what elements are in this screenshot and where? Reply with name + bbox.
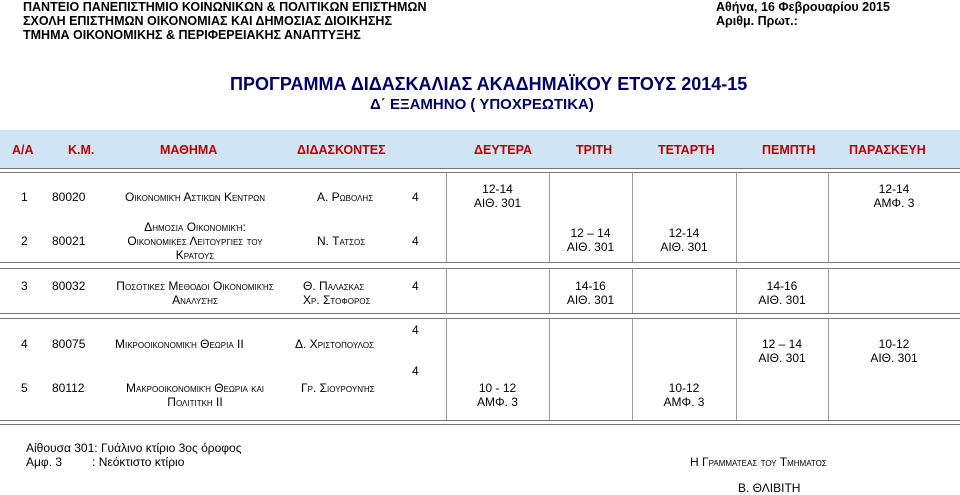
row2-course: Δημοσια Οικονομική: Οικονομικες Λειτουργιες του Κρατους bbox=[127, 220, 263, 262]
col-divider bbox=[446, 268, 447, 313]
row5-teacher: Γρ. Σιουρουνής bbox=[301, 381, 375, 395]
document-date: Αθήνα, 16 Φεβρουαρίου 2015 bbox=[716, 0, 890, 14]
row5-course: Μακροοικονομική Θεωρια και Πολιτιτκη ΙΙ bbox=[125, 381, 265, 409]
col-km: Κ.Μ. bbox=[68, 143, 95, 157]
row-divider bbox=[0, 268, 960, 269]
row1-monday-room: ΑΙΘ. 301 bbox=[473, 196, 522, 210]
row1-teacher: Α. Ρωβολης bbox=[317, 190, 374, 204]
row2-wednesday-room: ΑΙΘ. 301 bbox=[660, 240, 708, 254]
row4-km: 80075 bbox=[52, 337, 86, 351]
row1-ects: 4 bbox=[412, 190, 419, 204]
row2-tuesday-room: ΑΙΘ. 301 bbox=[566, 240, 615, 254]
signature-name: Β. ΘΛΙΒΙΤΗ bbox=[738, 481, 801, 495]
col-divider bbox=[549, 318, 550, 420]
col-tuesday: ΤΡΙΤΗ bbox=[576, 143, 613, 157]
row1-friday-time: 12-14 bbox=[878, 182, 910, 196]
row-divider bbox=[0, 262, 960, 263]
row2-km: 80021 bbox=[52, 234, 86, 248]
row1-course: Οικονομική Αστικών Κεντρων bbox=[124, 190, 266, 204]
col-divider bbox=[736, 318, 737, 420]
row-divider bbox=[0, 424, 960, 425]
row4-thursday-time: 12 – 14 bbox=[761, 337, 803, 351]
department-name: ΤΜΗΜΑ ΟΙΚΟΝΟΜΙΚΗΣ & ΠΕΡΙΦΕΡΕΙΑΚΗΣ ΑΝΑΠΤΥΞΗΣ bbox=[23, 28, 361, 42]
col-course: ΜΑΘΗΜΑ bbox=[160, 143, 218, 157]
row2-tuesday-time: 12 – 14 bbox=[570, 226, 611, 240]
program-title: ΠΡΟΓΡΑΜΜΑ ΔΙΔΑΣΚΑΛΙΑΣ ΑΚΑΔΗΜΑΪΚΟΥ ΕΤΟΥΣ 2014-15 bbox=[230, 74, 748, 94]
row-divider bbox=[0, 168, 960, 169]
protocol-number: Αριθμ. Πρωτ.: bbox=[716, 14, 798, 28]
row2-teacher: Ν. Τατσος bbox=[317, 234, 366, 248]
row1-monday-time: 12-14 bbox=[482, 182, 513, 196]
col-divider bbox=[828, 268, 829, 313]
row3-teacher-2: Χρ. Στοφορος bbox=[303, 293, 371, 307]
row5-monday-room: ΑΜΦ. 3 bbox=[477, 395, 518, 409]
room-note: Αίθουσα 301: Γυάλινο κτίριο 3ος όροφος bbox=[26, 441, 242, 455]
row1-friday-room: ΑΜΦ. 3 bbox=[873, 196, 915, 210]
row-divider bbox=[0, 172, 960, 173]
semester-title: Δ΄ ΕΞΑΜΗΝΟ ( ΥΠΟΧΡΕΩΤΙΚΑ) bbox=[370, 96, 594, 113]
row3-aa: 3 bbox=[21, 279, 28, 293]
col-aa: Α/Α bbox=[12, 143, 34, 157]
row5-ects: 4 bbox=[412, 364, 419, 378]
row3-ects: 4 bbox=[412, 279, 419, 293]
row3-tuesday-time: 14-16 bbox=[575, 279, 606, 293]
col-teachers: ΔΙΔΑΣΚΟΝΤΕΣ bbox=[297, 143, 386, 157]
school-name: ΣΧΟΛΗ ΕΠΙΣΤΗΜΩΝ ΟΙΚΟΝΟΜΙΑΣ ΚΑΙ ΔΗΜΟΣΙΑΣ ΔΙΟΙΚΗΣΗΣ bbox=[23, 14, 392, 28]
row4-ects: 4 bbox=[412, 323, 419, 337]
col-monday: ΔΕΥΤΕΡΑ bbox=[474, 143, 533, 157]
col-friday: ΠΑΡΑΣΚΕΥΗ bbox=[849, 143, 926, 157]
row3-thursday-time: 14-16 bbox=[766, 279, 798, 293]
row5-wednesday-room: ΑΜΦ. 3 bbox=[663, 395, 705, 409]
secretary-label: Η Γραμματεας του Τμηματος bbox=[690, 455, 827, 469]
row4-friday-time: 10-12 bbox=[878, 337, 910, 351]
row3-tuesday-room: ΑΙΘ. 301 bbox=[566, 293, 615, 307]
col-wednesday: ΤΕΤΑΡΤΗ bbox=[658, 143, 715, 157]
col-divider bbox=[736, 172, 737, 262]
row5-km: 80112 bbox=[52, 381, 85, 395]
row-divider bbox=[0, 318, 960, 319]
col-thursday: ΠΕΜΠΤΗ bbox=[762, 143, 816, 157]
row4-thursday-room: ΑΙΘ. 301 bbox=[758, 351, 806, 365]
row2-wednesday-time: 12-14 bbox=[668, 226, 700, 240]
amphitheater-note: Αμφ. 3 : Νεόκτιστο κτίριο bbox=[26, 455, 185, 469]
row3-course: Ποσοτικες Μεθοδοι Οικονομικής Αναλυσής bbox=[116, 279, 274, 307]
row1-aa: 1 bbox=[21, 190, 28, 204]
row4-teacher: Δ. Χριστοπουλος bbox=[295, 337, 374, 351]
university-name: ΠΑΝΤΕΙΟ ΠΑΝΕΠΙΣΤΗΜΙΟ ΚΟΙΝΩΝΙΚΩΝ & ΠΟΛΙΤΙΚΩΝ ΕΠΙΣΤΗΜΩΝ bbox=[23, 0, 427, 14]
row5-monday-time: 10 - 12 bbox=[478, 381, 517, 395]
row2-aa: 2 bbox=[21, 234, 28, 248]
row4-friday-room: ΑΙΘ. 301 bbox=[870, 351, 918, 365]
row4-aa: 4 bbox=[21, 337, 28, 351]
col-divider bbox=[632, 268, 633, 313]
row-divider bbox=[0, 313, 960, 314]
row2-ects: 4 bbox=[412, 234, 419, 248]
row3-km: 80032 bbox=[52, 279, 86, 293]
row5-aa: 5 bbox=[21, 381, 28, 395]
row5-wednesday-time: 10-12 bbox=[668, 381, 700, 395]
row-divider bbox=[0, 420, 960, 421]
col-divider bbox=[828, 318, 829, 420]
row4-course: Μικροοικονομική Θεωρια ΙΙ bbox=[115, 337, 244, 351]
row3-thursday-room: ΑΙΘ. 301 bbox=[758, 293, 806, 307]
row3-teacher-1: Θ. Παλασκας bbox=[303, 279, 365, 293]
row1-km: 80020 bbox=[52, 190, 86, 204]
